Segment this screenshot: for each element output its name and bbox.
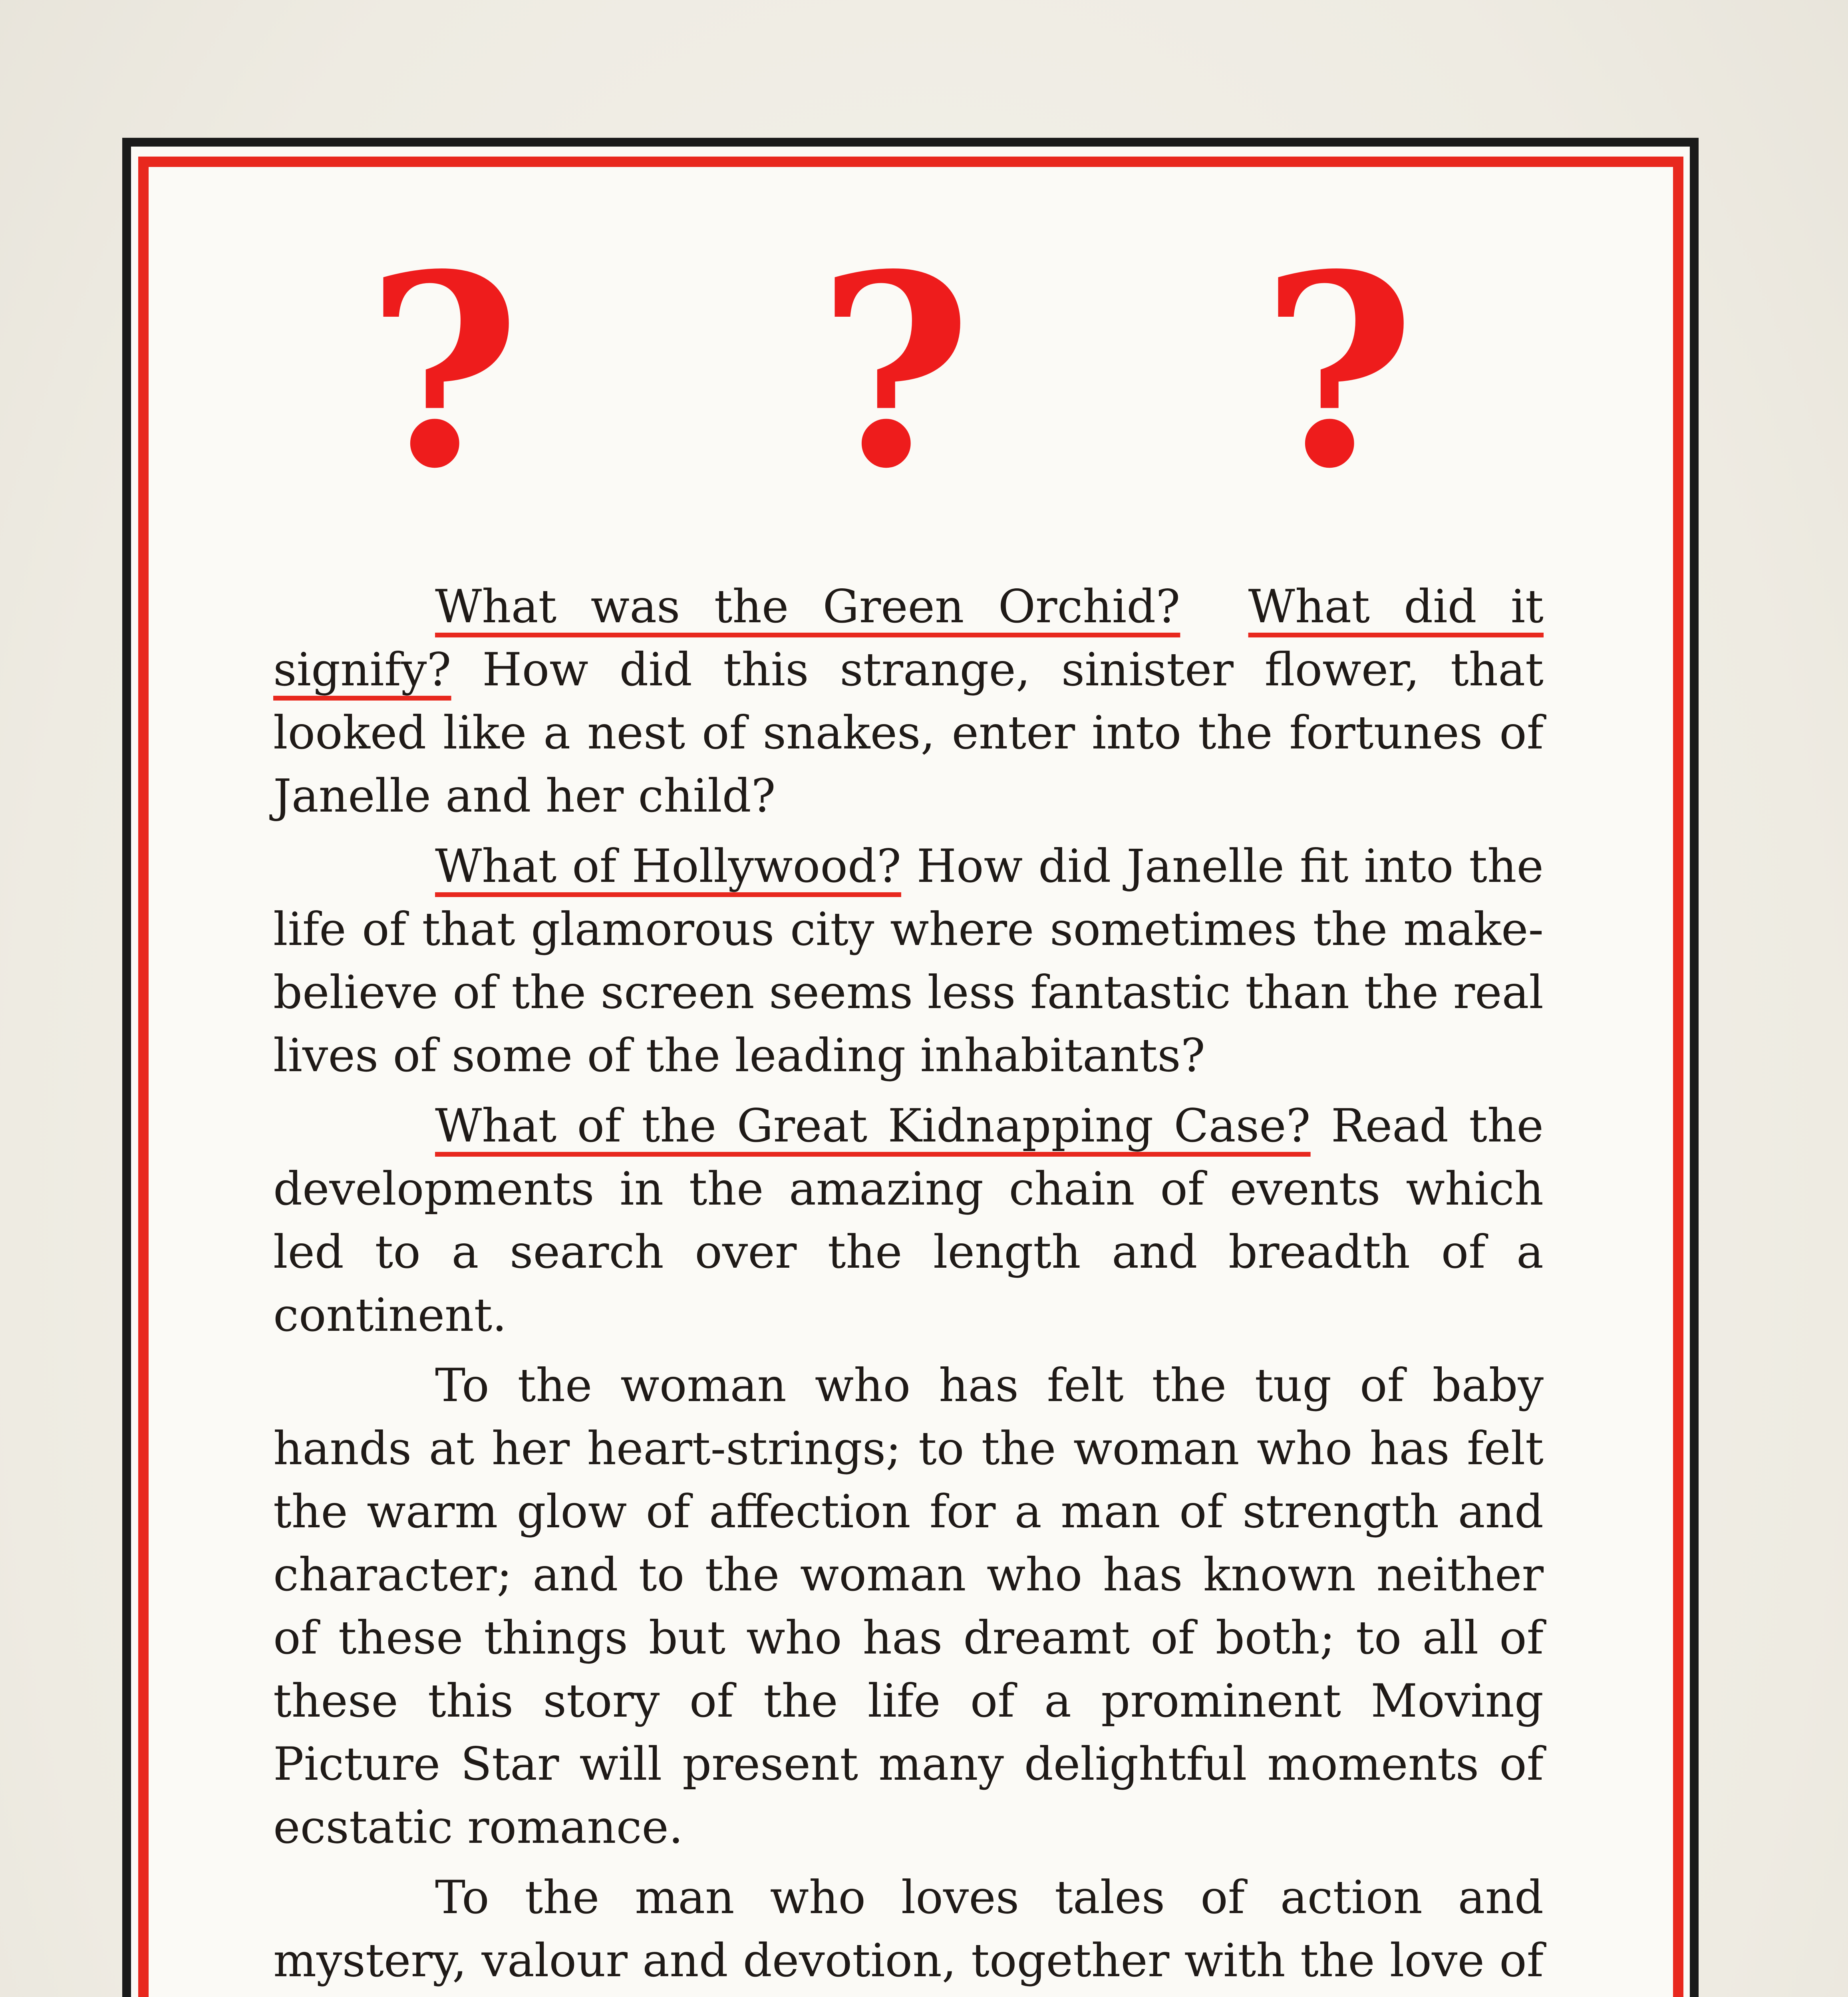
paragraph-woman: To the woman who has felt the tug of baby hands at her heart-strings; to the woman who has felt the warm glow of affection for a man of strength and character; and to the woman who has known neither of these things but who has dreamt of both; to all of these this story of the life of a prominent Moving Picture Star will present many delightful moments of ecstatic romance. [273,1359,1544,1854]
paragraph-man: To the man who loves tales of action and mystery, valour and devotion, together with the love of [273,1871,1544,1987]
question-mark-2: ? [817,216,972,526]
paragraph-kidnapping [273,1094,1544,1347]
paragraph-text: Read the developments in the amazing chain of events which led to a search over the length and breadth of a continent. [273,1099,1544,1342]
paragraph-green-orchid [273,575,1544,828]
hollywood-question: What of Hollywood? [435,840,901,893]
paragraph-text: How did this strange, sinister flower, that looked like a nest of snakes, enter into the fortunes of Janelle and her child? [273,643,1544,822]
question-mark-3: ? [1261,216,1416,526]
green-orchid-question: What was the Green Orchid? [435,580,1180,633]
kidnapping-question: What of the Great Kidnapping Case? [435,1099,1311,1152]
question-marks [360,216,1518,526]
paragraph-hollywood [273,835,1544,1087]
question-mark-1: ? [366,216,521,526]
body-text [273,575,1544,1997]
paragraph-text: How did Janelle fit into the life of that glamorous city where sometimes the make-believe of the screen seems less fantastic than the real lives of some of the leading inhabitants? [273,840,1544,1082]
signify-question: What did it signify? [273,580,1544,696]
